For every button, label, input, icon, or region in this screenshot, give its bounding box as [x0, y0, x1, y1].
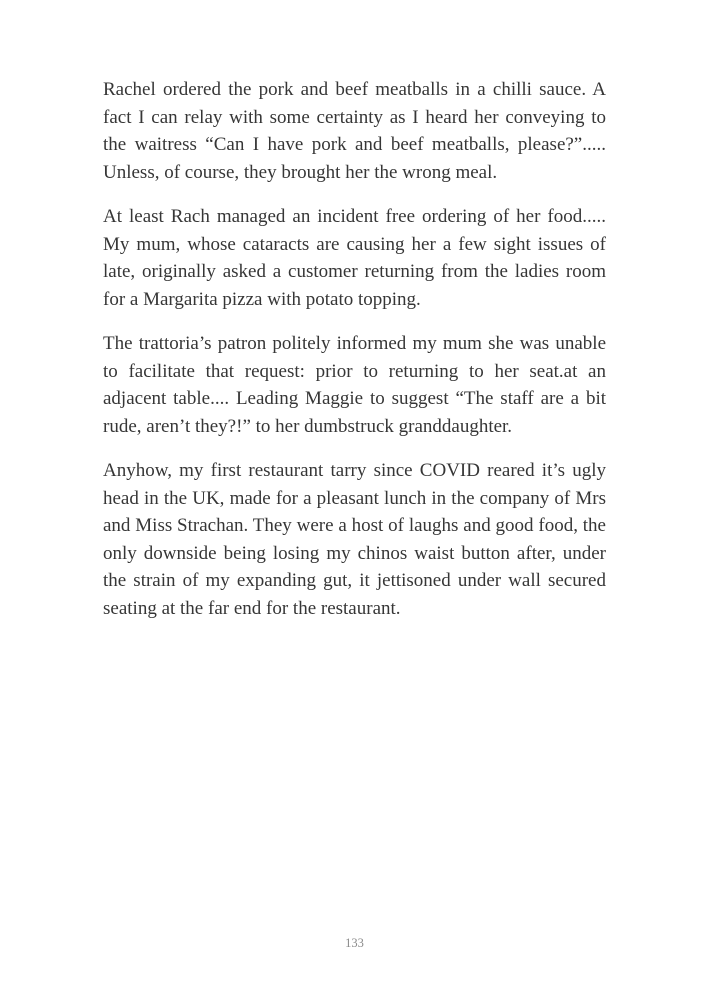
- paragraph-3: The trattoria’s patron politely informed my mum she was unable to facilitate that request: prior to returning to her seat.at an adjacent table.... Leading Maggie to suggest “The staff are a bit rude, aren’t they?!” to her dumbstruck granddaughter.: [103, 333, 606, 437]
- paragraph-1: Rachel ordered the pork and beef meatballs in a chilli sauce. A fact I can relay with some certainty as I heard her conveying to the waitress “Can I have pork and beef meatballs, please?”..... Unless, of course, they brought her the wrong meal.: [103, 79, 606, 183]
- page-number: 133: [345, 936, 364, 950]
- paragraph-4: Anyhow, my first restaurant tarry since COVID reared it’s ugly head in the UK, made for a pleasant lunch in the company of Mrs and Miss Strachan. They were a host of laughs and good food, the only downside being losing my chinos waist button after, under the strain of my expanding gut, it jettisoned under wall secured seating at the far end for the restaurant.: [103, 460, 606, 619]
- page-content: [103, 76, 606, 639]
- paragraph-2: At least Rach managed an incident free ordering of her food..... My mum, whose cataracts are causing her a few sight issues of late, originally asked a customer returning from the ladies room for a Margarita pizza with potato topping.: [103, 206, 606, 310]
